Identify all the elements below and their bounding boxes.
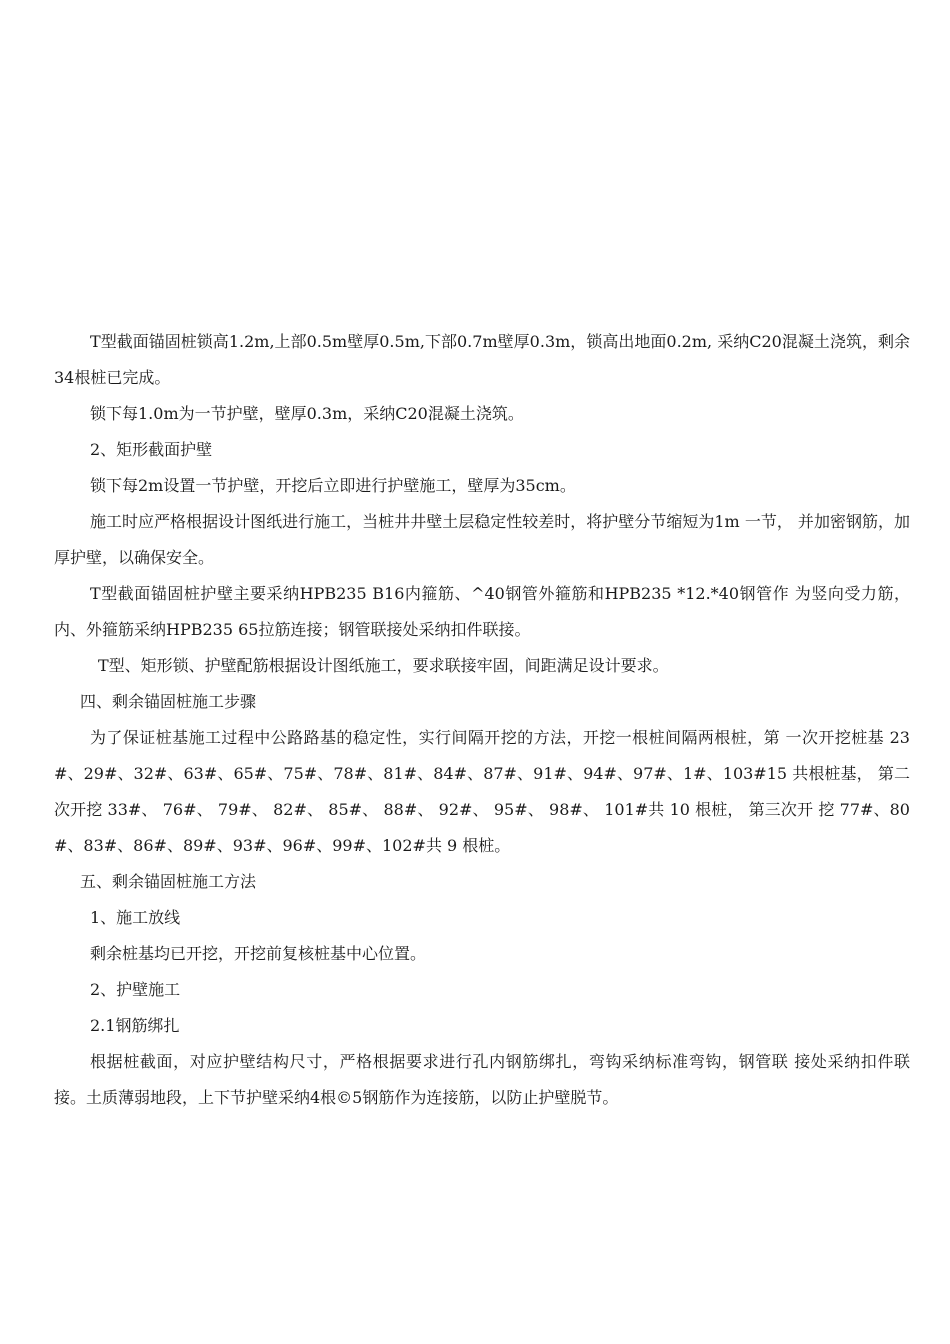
heading-rectangular-wall: 2、矩形截面护壁 — [90, 440, 213, 459]
paragraph-construction-note: 施工时应严格根据设计图纸进行施工，当桩井井壁土层稳定性较差时，将护壁分节缩短为1m 一节， 并加密钢筋，加厚护壁，以确保安全。 — [54, 512, 910, 567]
paragraph-rebar-spec: T型截面锚固桩护壁主要采纳HPB235 B16内箍筋、^40钢管外箍筋和HPB235 *12.*40钢管作 为竖向受力筋，内、外箍筋采纳HPB235 65拉筋连接；钢管联接处采纳扣件联接。 — [54, 584, 910, 639]
paragraph-excavation-order: 为了保证桩基施工过程中公路路基的稳定性，实行间隔开挖的方法，开挖一根桩间隔两根桩，第 一次开挖桩基 23#、29#、32#、63#、65#、75#、78#、81#、84#、87#、91#、94#、97#、1#、103#15 共根桩基， 第二次开挖 33#、 76#、 79#、 82#、 85#、 88#、 92#、 95#、 98#、 101#共 10 根桩， 第三次开 挖 77#、80#、83#、86#、89#、93#、96#、99#、102#共 9 根桩。 — [54, 728, 910, 855]
paragraph-rebar-connection: T型、矩形锁、护壁配筋根据设计图纸施工，要求联接牢固，间距满足设计要求。 — [98, 656, 669, 675]
paragraph-setting-out: 剩余桩基均已开挖，开挖前复核桩基中心位置。 — [90, 944, 427, 963]
heading-section-four: 四、剩余锚固桩施工步骤 — [80, 692, 257, 711]
paragraph-rebar-binding: 根据桩截面，对应护壁结构尺寸，严格根据要求进行孔内钢筋绑扎，弯钩采纳标准弯钩，钢管联 接处采纳扣件联接。土质薄弱地段，上下节护壁采纳4根©5钢筋作为连接筋，以防止护壁脱节。 — [54, 1052, 910, 1107]
heading-setting-out: 1、施工放线 — [90, 908, 181, 927]
heading-section-five: 五、剩余锚固桩施工方法 — [80, 872, 257, 891]
heading-rebar-binding: 2.1钢筋绑扎 — [90, 1016, 180, 1035]
heading-wall-construction: 2、护壁施工 — [90, 980, 181, 999]
paragraph-segment-2m: 锁下每2m设置一节护壁，开挖后立即进行护壁施工，壁厚为35cm。 — [90, 476, 576, 495]
paragraph-t-section-lock: T型截面锚固桩锁高1.2m,上部0.5m壁厚0.5m,下部0.7m壁厚0.3m，锁高出地面0.2m, 采纳C20混凝土浇筑，剩余34根桩已完成。 — [54, 332, 910, 387]
paragraph-lock-segment: 锁下每1.0m为一节护壁，壁厚0.3m，采纳C20混凝土浇筑。 — [90, 404, 524, 423]
